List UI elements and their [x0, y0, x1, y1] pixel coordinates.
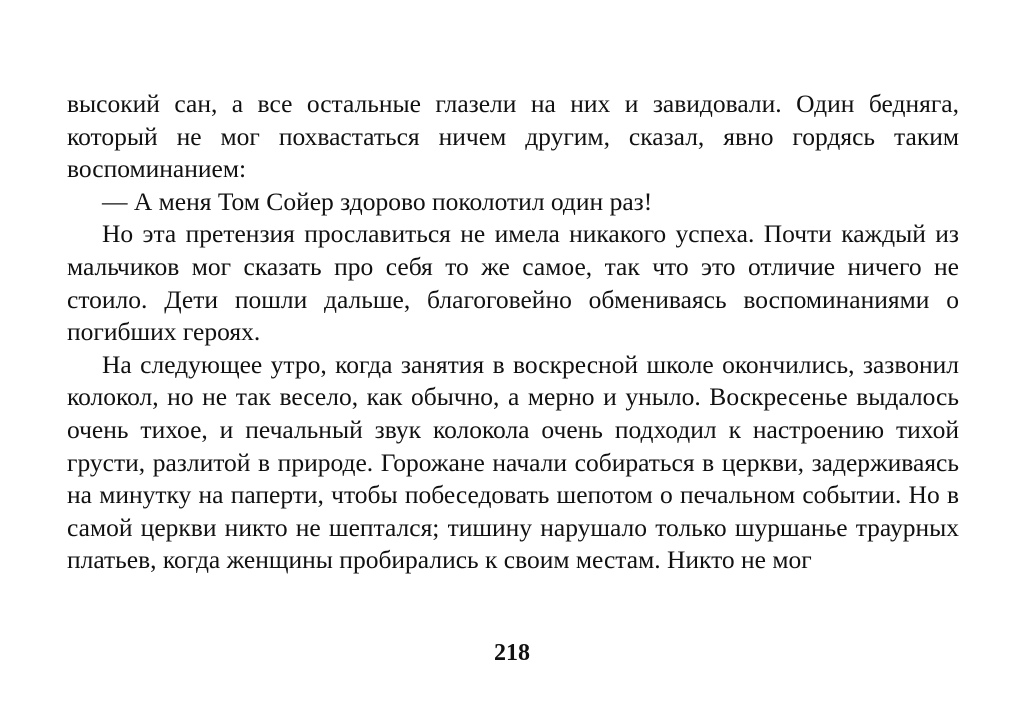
page-number: 218	[494, 640, 530, 666]
paragraph: высокий сан, а все остальные глазели на них и завидовали. Один бедняга, который не мог похвастаться ничем другим, сказал, явно гордясь таким воспоминанием:	[67, 89, 959, 184]
paragraph-dialogue: — А меня Том Сойер здорово поколотил один раз!	[102, 186, 653, 216]
page-body	[67, 88, 959, 577]
paragraph: Но эта претензия прославиться не имела никакого успеха. Почти каждый из мальчиков мог сказать про себя то же самое, так что это отличие ничего не стоило. Дети пошли дальше, благоговейно обмениваясь воспоминаниями о погибших героях.	[67, 219, 959, 347]
paragraph: На следующее утро, когда занятия в воскресной школе окончились, зазвонил колокол, но не так весело, как обычно, а мерно и уныло. Воскресенье выдалось очень тихое, и печальный звук колокола очень подходил к настроению тихой грусти, разлитой в природе. Горожане начали собираться в церкви, задерживаясь на минутку на паперти, чтобы побеседовать шепотом о печальном событии. Но в самой церкви никто не шептался; тишину нарушало только шуршанье траурных платьев, когда женщины пробирались к своим местам. Никто не мог	[67, 349, 959, 575]
